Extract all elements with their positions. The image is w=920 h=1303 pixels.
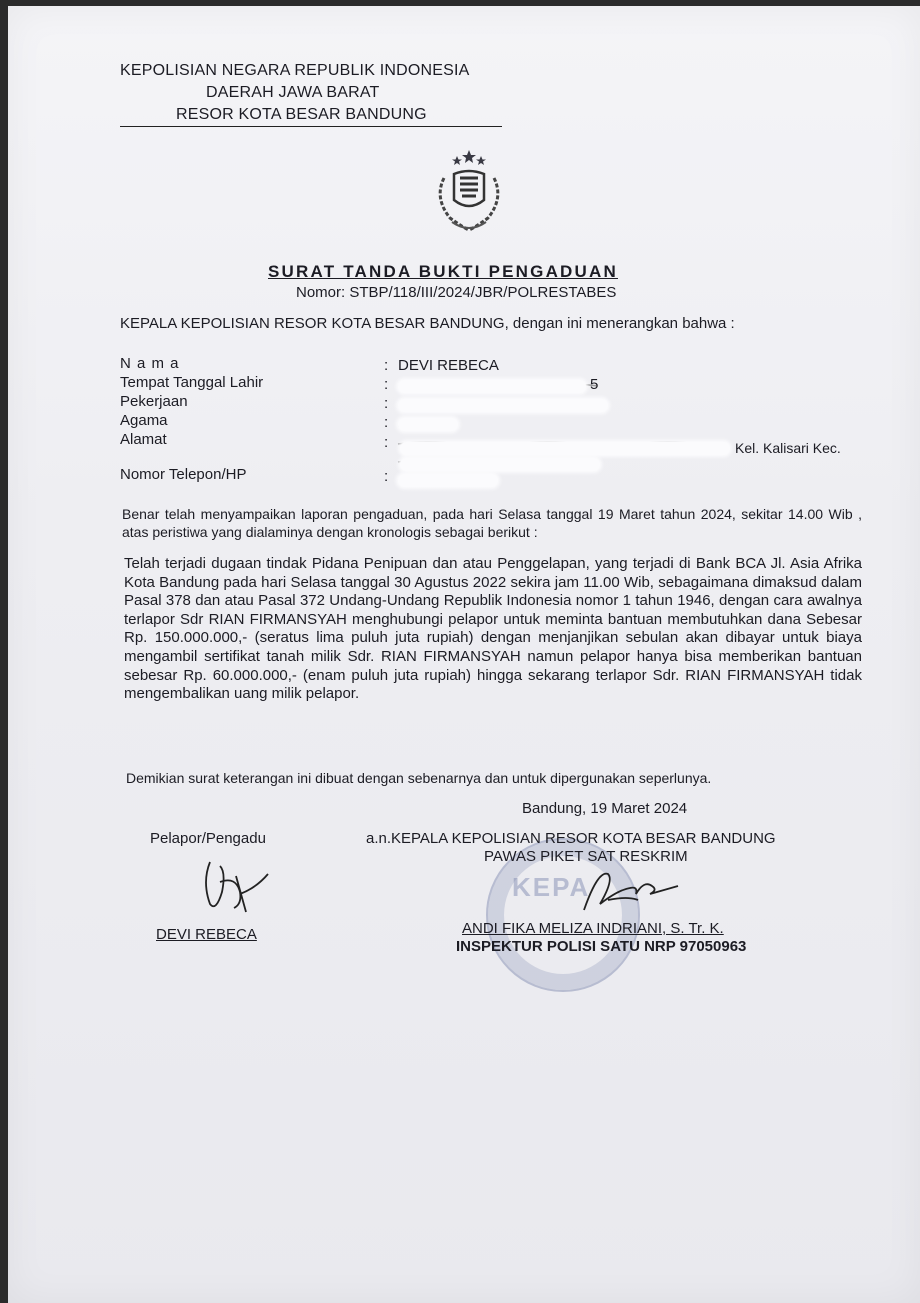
header-line-2: DAERAH JAWA BARAT <box>206 84 380 101</box>
report-paragraph: Benar telah menyampaikan laporan pengaduan, pada hari Selasa tanggal 19 Maret tahun 2024, sekitar 14.00 Wib , atas peristiwa yang dialaminya dengan kronologis sebagai berikut : <box>122 506 862 540</box>
field-colon: : <box>384 434 389 451</box>
officer-signature <box>578 860 688 920</box>
redaction-mark <box>398 380 586 393</box>
officer-unit: PAWAS PIKET SAT RESKRIM <box>484 848 688 865</box>
reporter-signature <box>196 852 276 922</box>
document-number: Nomor: STBP/118/III/2024/JBR/POLRESTABES <box>296 284 617 301</box>
officer-rank: INSPEKTUR POLISI SATU NRP 97050963 <box>456 938 747 955</box>
redaction-mark <box>398 399 608 412</box>
official-stamp: KEPA <box>512 872 591 902</box>
field-colon: : <box>384 357 389 374</box>
field-colon: : <box>384 376 389 393</box>
field-label-ttl: Tempat Tanggal Lahir <box>120 374 264 391</box>
field-colon: : <box>384 395 389 412</box>
reporter-role: Pelapor/Pengadu <box>150 830 266 847</box>
field-label-nama: N a m a <box>120 355 180 372</box>
officer-on-behalf: a.n.KEPALA KEPOLISIAN RESOR KOTA BESAR BANDUNG <box>366 830 776 847</box>
header-rule <box>120 126 502 127</box>
field-value-nama: DEVI REBECA <box>398 357 499 374</box>
document-title: SURAT TANDA BUKTI PENGADUAN <box>268 262 618 281</box>
closing-statement: Demikian surat keterangan ini dibuat dengan sebenarnya dan untuk dipergunakan seperlunya. <box>126 770 712 786</box>
police-emblem-icon <box>424 148 514 240</box>
redaction-mark <box>400 442 730 455</box>
chronology-paragraph: Telah terjadi dugaan tindak Pidana Penipuan dan atau Penggelapan, yang terjadi di Bank BCA Jl. Asia Afrika Kota Bandung pada hari Selasa tanggal 30 Agustus 2022 sekira jam 11.00 Wib, sebagaimana dimaksud dalam Pasal 378 dan atau Pasal 372 Undang-Undang Republik Indonesia nomor 1 tahun 1946, dengan cara awalnya terlapor Sdr RIAN FIRMANSYAH menghubungi pelapor untuk meminta bantuan membutuhkan dana Sebesar Rp. 150.000.000,- (seratus lima puluh juta rupiah) dengan menjanjikan sebulan akan dibayar untuk biaya mengambil sertifikat tanah milik Sdr. RIAN FIRMANSYAH namun pelapor hanya bisa memberikan bantuan sebesar Rp. 60.000.000,- (enam puluh juta rupiah) hingga sekarang terlapor Sdr. RIAN FIRMANSYAH tidak mengembalikan uang milik pelapor. <box>124 555 862 703</box>
place-date: Bandung, 19 Maret 2024 <box>522 800 688 817</box>
header-line-1: KEPOLISIAN NEGARA REPUBLIK INDONESIA <box>120 62 470 79</box>
field-label-pekerjaan: Pekerjaan <box>120 393 188 410</box>
field-label-agama: Agama <box>120 412 168 429</box>
header-line-3: RESOR KOTA BESAR BANDUNG <box>176 106 427 123</box>
field-colon: : <box>384 414 389 431</box>
redaction-mark <box>398 474 498 487</box>
field-value-ttl: 5 <box>590 376 599 393</box>
field-label-alamat: Alamat <box>120 431 167 448</box>
field-value-alamat: Kel. Kalisari Kec. <box>735 440 841 456</box>
field-label-telepon: Nomor Telepon/HP <box>120 466 247 483</box>
reporter-name: DEVI REBECA <box>156 926 257 943</box>
redaction-mark <box>398 418 458 431</box>
officer-name: ANDI FIKA MELIZA INDRIANI, S. Tr. K. <box>462 920 724 937</box>
field-colon: : <box>384 468 389 485</box>
intro-paragraph: KEPALA KEPOLISIAN RESOR KOTA BESAR BANDUNG, dengan ini menerangkan bahwa : <box>120 315 735 332</box>
redaction-mark <box>400 458 600 471</box>
